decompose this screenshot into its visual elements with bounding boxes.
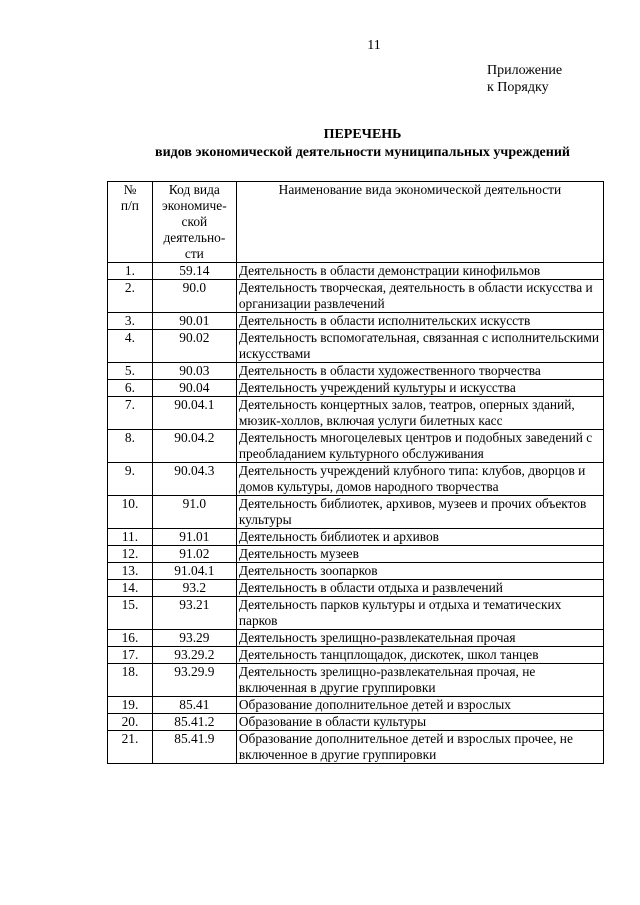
activity-code: 93.2	[152, 580, 236, 597]
table-row	[108, 647, 604, 664]
row-number: 6.	[108, 380, 153, 397]
activity-name: Деятельность учреждений культуры и искусства	[236, 380, 603, 397]
header-code-line-5: сти	[184, 246, 204, 261]
activity-name: Образование дополнительное детей и взрослых	[236, 697, 603, 714]
page-number: 11	[367, 38, 381, 53]
activity-name: Деятельность творческая, деятельность в области искусства и организации развлечений	[236, 280, 603, 313]
row-number: 15.	[108, 597, 153, 630]
table-row	[108, 580, 604, 597]
activity-name: Деятельность учреждений клубного типа: клубов, дворцов и домов культуры, домов народного творчества	[236, 463, 603, 496]
activity-code: 91.0	[152, 496, 236, 529]
activity-code: 90.04.1	[152, 397, 236, 430]
activity-code: 90.02	[152, 330, 236, 363]
table-row	[108, 363, 604, 380]
table-row	[108, 263, 604, 280]
activity-name: Образование дополнительное детей и взрослых прочее, не включенное в другие группировки	[236, 731, 603, 764]
header-code-line-1: Код вида	[168, 182, 220, 197]
activity-code: 90.01	[152, 313, 236, 330]
activity-code: 90.04.3	[152, 463, 236, 496]
activity-name: Деятельность зоопарков	[236, 563, 603, 580]
header-code	[152, 182, 236, 263]
table-row	[108, 330, 604, 363]
activity-name: Деятельность концертных залов, театров, оперных зданий, мюзик-холлов, включая услуги билетных касс	[236, 397, 603, 430]
activity-code: 85.41.2	[152, 714, 236, 731]
activity-name: Образование в области культуры	[236, 714, 603, 731]
activity-code: 91.02	[152, 546, 236, 563]
table-row	[108, 397, 604, 430]
row-number: 17.	[108, 647, 153, 664]
row-number: 3.	[108, 313, 153, 330]
table-row	[108, 563, 604, 580]
header-code-line-2: экономиче-	[162, 198, 227, 213]
activity-code: 90.03	[152, 363, 236, 380]
activity-code: 90.0	[152, 280, 236, 313]
activity-name: Деятельность в области художественного творчества	[236, 363, 603, 380]
row-number: 1.	[108, 263, 153, 280]
activity-name: Деятельность многоцелевых центров и подобных заведений с преобладанием культурного обслуживания	[236, 430, 603, 463]
activity-name: Деятельность библиотек, архивов, музеев и прочих объектов культуры	[236, 496, 603, 529]
table-row	[108, 664, 604, 697]
appendix-note	[487, 62, 562, 96]
activity-code: 93.21	[152, 597, 236, 630]
row-number: 11.	[108, 529, 153, 546]
activity-code: 91.04.1	[152, 563, 236, 580]
row-number: 7.	[108, 397, 153, 430]
table-header-row	[108, 182, 604, 263]
table-row	[108, 731, 604, 764]
activity-code: 90.04	[152, 380, 236, 397]
activity-name: Деятельность вспомогательная, связанная с исполнительскими искусствами	[236, 330, 603, 363]
table-row	[108, 496, 604, 529]
row-number: 10.	[108, 496, 153, 529]
activity-code: 93.29.9	[152, 664, 236, 697]
activity-code: 85.41.9	[152, 731, 236, 764]
activity-name: Деятельность музеев	[236, 546, 603, 563]
activity-name: Деятельность библиотек и архивов	[236, 529, 603, 546]
title-line-2: видов экономической деятельности муниципальных учреждений	[155, 145, 570, 160]
row-number: 20.	[108, 714, 153, 731]
row-number: 8.	[108, 430, 153, 463]
row-number: 19.	[108, 697, 153, 714]
activity-name: Деятельность танцплощадок, дискотек, школ танцев	[236, 647, 603, 664]
row-number: 21.	[108, 731, 153, 764]
row-number: 14.	[108, 580, 153, 597]
activity-table	[107, 181, 604, 764]
activity-name: Деятельность в области исполнительских искусств	[236, 313, 603, 330]
activity-name: Деятельность зрелищно-развлекательная прочая	[236, 630, 603, 647]
table-row	[108, 697, 604, 714]
activity-code: 59.14	[152, 263, 236, 280]
table-row	[108, 313, 604, 330]
table-row	[108, 630, 604, 647]
table-row	[108, 463, 604, 496]
appendix-line-2: к Порядку	[487, 80, 549, 95]
table-row	[108, 597, 604, 630]
row-number: 16.	[108, 630, 153, 647]
activity-code: 93.29.2	[152, 647, 236, 664]
table-row	[108, 529, 604, 546]
title-line-1: ПЕРЕЧЕНЬ	[323, 127, 402, 142]
header-code-line-3: ской	[181, 214, 208, 229]
table-row	[108, 430, 604, 463]
table-row	[108, 714, 604, 731]
row-number: 13.	[108, 563, 153, 580]
row-number: 18.	[108, 664, 153, 697]
row-number: 4.	[108, 330, 153, 363]
row-number: 2.	[108, 280, 153, 313]
row-number: 9.	[108, 463, 153, 496]
header-number-line-2: п/п	[120, 198, 139, 213]
table-row	[108, 380, 604, 397]
activity-name: Деятельность в области демонстрации кинофильмов	[236, 263, 603, 280]
activity-code: 93.29	[152, 630, 236, 647]
header-number	[108, 182, 153, 263]
document-title	[0, 126, 640, 162]
activity-name: Деятельность в области отдыха и развлечений	[236, 580, 603, 597]
activity-name: Деятельность зрелищно-развлекательная прочая, не включенная в другие группировки	[236, 664, 603, 697]
row-number: 12.	[108, 546, 153, 563]
activity-code: 90.04.2	[152, 430, 236, 463]
header-name: Наименование вида экономической деятельности	[236, 182, 603, 263]
header-number-line-1: №	[123, 182, 137, 197]
table-row	[108, 546, 604, 563]
activity-code: 91.01	[152, 529, 236, 546]
table-row	[108, 280, 604, 313]
activity-name: Деятельность парков культуры и отдыха и тематических парков	[236, 597, 603, 630]
row-number: 5.	[108, 363, 153, 380]
appendix-line-1: Приложение	[487, 63, 563, 78]
header-code-line-4: деятельно-	[163, 230, 226, 245]
activity-code: 85.41	[152, 697, 236, 714]
